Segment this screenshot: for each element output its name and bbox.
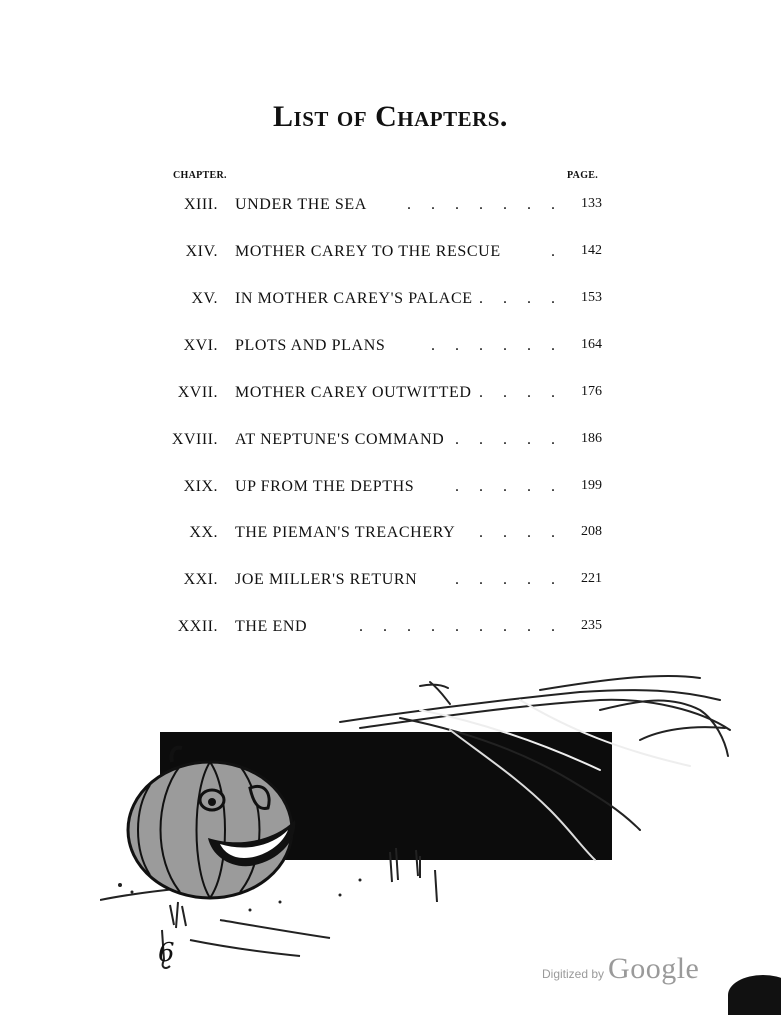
- chapter-number: XXII.: [177, 618, 218, 635]
- chapter-title: JOE MILLER'S RETURN: [235, 571, 418, 588]
- chapter-page: 221: [581, 571, 602, 586]
- chapter-number: XV.: [191, 290, 218, 307]
- leader-dots: . . . .: [479, 384, 563, 401]
- leader-dots: . . . . .: [455, 431, 563, 448]
- leader-dots: . . . .: [479, 290, 563, 307]
- chapter-title: THE END: [235, 618, 308, 635]
- corner-shape: [728, 975, 781, 1015]
- chapter-title: UP FROM THE DEPTHS: [235, 478, 415, 495]
- page-column-header: PAGE.: [567, 170, 599, 181]
- chapter-title: MOTHER CAREY OUTWITTED: [235, 384, 472, 401]
- chapter-number: XXI.: [183, 571, 218, 588]
- toc-row: [0, 618, 781, 640]
- chapter-title: UNDER THE SEA: [235, 196, 367, 213]
- chapter-title: AT NEPTUNE'S COMMAND: [235, 431, 445, 448]
- chapter-page: 142: [581, 243, 602, 258]
- toc-row: [0, 431, 781, 453]
- chapter-number: XIII.: [183, 196, 218, 213]
- watermark-brand: Google: [608, 952, 700, 985]
- digitized-watermark: [542, 952, 699, 986]
- leader-dots: . . . . . . .: [407, 196, 563, 213]
- leader-dots: . . . . . . . . .: [359, 618, 563, 635]
- chapter-page: 176: [581, 384, 602, 399]
- chapter-number: XIX.: [183, 478, 218, 495]
- chapter-column-header: CHAPTER.: [173, 170, 227, 181]
- chapter-title: MOTHER CAREY TO THE RESCUE: [235, 243, 501, 260]
- toc-row: [0, 243, 781, 265]
- leader-dots: . . . .: [479, 524, 563, 541]
- toc-row: [0, 524, 781, 546]
- chapter-title: IN MOTHER CAREY'S PALACE: [235, 290, 473, 307]
- chapter-number: XX.: [189, 524, 218, 541]
- toc-row: [0, 571, 781, 593]
- toc-row: [0, 337, 781, 359]
- toc-row: [0, 290, 781, 312]
- chapter-page: 133: [581, 196, 602, 211]
- chapter-page: 164: [581, 337, 602, 352]
- chapter-number: XVII.: [177, 384, 218, 401]
- pumpkin-illustration: [100, 670, 740, 970]
- toc-row: [0, 478, 781, 500]
- leader-dots: . . . . .: [455, 478, 563, 495]
- chapter-title: THE PIEMAN'S TREACHERY: [235, 524, 456, 541]
- chapter-page: 199: [581, 478, 602, 493]
- chapter-page: 153: [581, 290, 602, 305]
- chapter-number: XVI.: [183, 337, 218, 354]
- chapter-page: 208: [581, 524, 602, 539]
- leader-dots: .: [551, 243, 563, 260]
- leader-dots: . . . . .: [455, 571, 563, 588]
- chapter-page: 235: [581, 618, 602, 633]
- toc-row: [0, 196, 781, 218]
- chapter-number: XVIII.: [171, 431, 218, 448]
- page-title: List of Chapters.: [273, 100, 508, 133]
- leader-dots: . . . . . .: [431, 337, 563, 354]
- watermark-prefix: Digitized by: [542, 967, 605, 981]
- chapter-number: XIV.: [185, 243, 218, 260]
- handwritten-mark: 6: [158, 938, 175, 968]
- chapter-page: 186: [581, 431, 602, 446]
- chapter-title: PLOTS AND PLANS: [235, 337, 386, 354]
- toc-row: [0, 384, 781, 406]
